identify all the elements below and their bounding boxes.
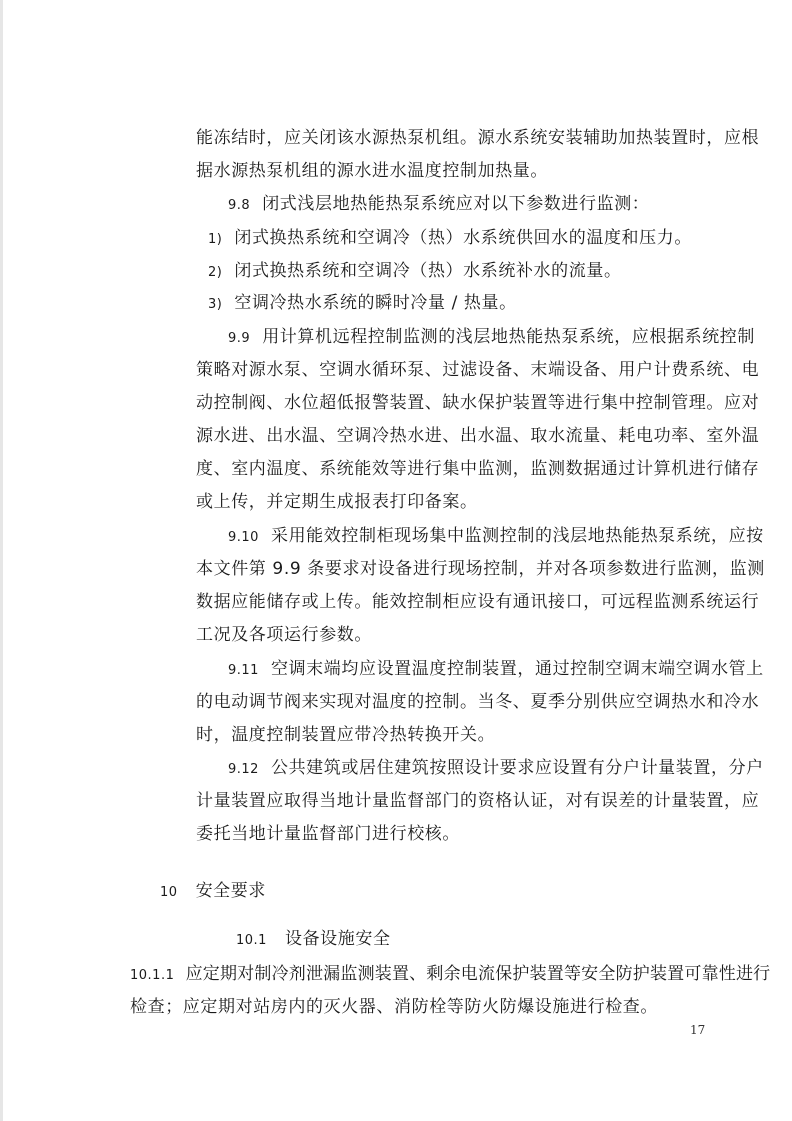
list-item <box>208 227 692 251</box>
text-line: 度、室内温度、系统能效等进行集中监测，监测数据通过计算机进行储存 <box>196 459 760 479</box>
list-item <box>208 260 622 284</box>
section-number: 10.1 <box>236 933 267 948</box>
section-number: 10 <box>160 885 178 900</box>
page-number: 17 <box>690 1023 706 1037</box>
list-number: 3) <box>208 297 223 312</box>
clause-number: 9.8 <box>228 198 251 213</box>
clause-9-11 <box>228 658 764 682</box>
text-line: 时，温度控制装置应带冷热转换开关。 <box>196 725 496 745</box>
clause-9-9 <box>228 326 755 350</box>
text-line: 策略对源水泵、空调水循环泵、过滤设备、末端设备、用户计费系统、电 <box>196 360 760 380</box>
clause-9-12 <box>228 757 764 781</box>
clause-number: 9.9 <box>228 331 251 346</box>
clause-10-1-1 <box>130 963 770 987</box>
list-text: 闭式换热系统和空调冷（热）水系统供回水的温度和压力。 <box>234 228 692 248</box>
list-text: 空调冷热水系统的瞬时冷量 / 热量。 <box>234 293 517 313</box>
section-title: 安全要求 <box>195 881 266 901</box>
text-line: 能冻结时，应关闭该水源热泵机组。源水系统安装辅助加热装置时，应根 <box>196 128 760 148</box>
clause-text: 应定期对制冷剂泄漏监测装置、剩余电流保护装置等安全防护装置可靠性进行 <box>185 964 771 984</box>
clause-text: 公共建筑或居住建筑按照设计要求应设置有分户计量装置，分户 <box>270 758 764 778</box>
text-line: 检查；应定期对站房内的灭火器、消防栓等防火防爆设施进行检查。 <box>130 997 658 1017</box>
text-line: 源水进、出水温、空调冷热水进、出水温、取水流量、耗电功率、室外温 <box>196 426 760 446</box>
list-text: 闭式换热系统和空调冷（热）水系统补水的流量。 <box>234 261 622 281</box>
list-number: 1) <box>208 232 223 247</box>
list-item <box>208 292 517 316</box>
clause-text: 闭式浅层地热能热泵系统应对以下参数进行监测： <box>262 194 650 214</box>
clause-number: 9.12 <box>228 762 259 777</box>
text-line: 本文件第 9.9 条要求对设备进行现场控制，并对各项参数进行监测，监测 <box>196 559 765 579</box>
clause-text: 用计算机远程控制监测的浅层地热能热泵系统，应根据系统控制 <box>262 327 756 347</box>
text-line: 或上传，并定期生成报表打印备案。 <box>196 492 478 512</box>
scan-edge-shadow <box>0 0 3 1121</box>
clause-9-8 <box>228 193 649 217</box>
text-line: 委托当地计量监督部门进行校核。 <box>196 824 460 844</box>
text-line: 计量装置应取得当地计量监督部门的资格认证，对有误差的计量装置，应 <box>196 791 760 811</box>
section-10-1-heading <box>236 928 391 952</box>
clause-9-10 <box>228 525 764 549</box>
section-title: 设备设施安全 <box>284 929 391 949</box>
clause-text: 采用能效控制柜现场集中监测控制的浅层地热能热泵系统，应按 <box>270 526 764 546</box>
text-line: 的电动调节阀来实现对温度的控制。当冬、夏季分别供应空调热水和冷水 <box>196 692 760 712</box>
text-line: 动控制阀、水位超低报警装置、缺水保护装置等进行集中控制管理。应对 <box>196 393 760 413</box>
clause-number: 10.1.1 <box>130 968 175 983</box>
text-line: 数据应能储存或上传。能效控制柜应设有通讯接口，可远程监测系统运行 <box>196 592 760 612</box>
text-line: 据水源热泵机组的源水进水温度控制加热量。 <box>196 161 548 181</box>
list-number: 2) <box>208 265 223 280</box>
section-10-heading <box>160 880 266 904</box>
clause-number: 9.10 <box>228 530 259 545</box>
text-line: 工况及各项运行参数。 <box>196 625 372 645</box>
clause-text: 空调末端均应设置温度控制装置，通过控制空调末端空调水管上 <box>270 659 764 679</box>
clause-number: 9.11 <box>228 663 259 678</box>
